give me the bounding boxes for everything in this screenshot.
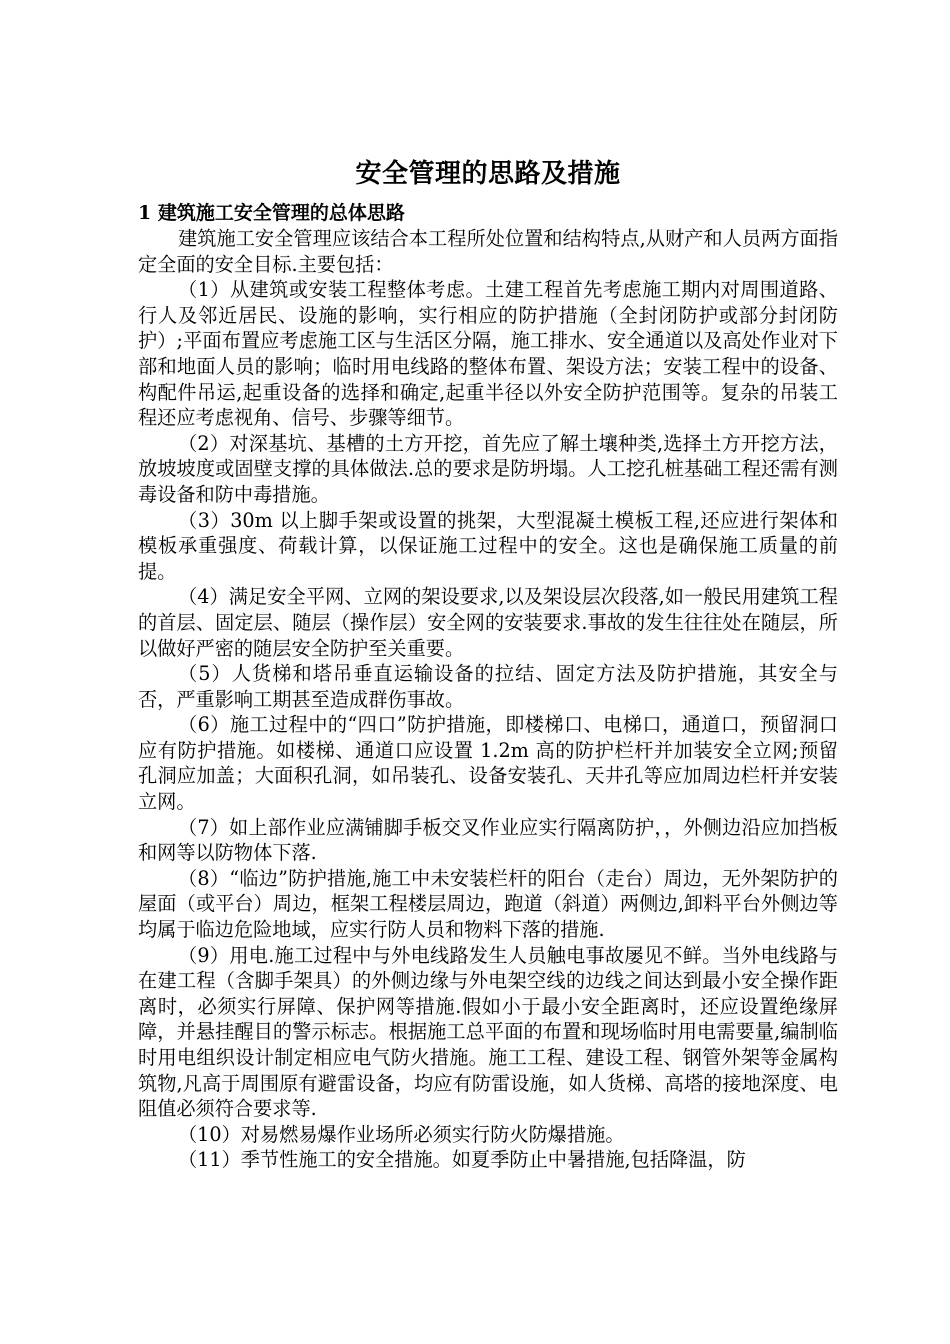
- paragraph-item-8: （8）“临边”防护措施,施工中未安装栏杆的阳台（走台）周边，无外架防护的屋面（或平台）周边，框架工程楼层周边，跑道（斜道）两侧边,卸料平台外侧边等均属于临边危险地域，应实行防人员和物料下落的措施.: [138, 866, 838, 942]
- paragraph-item-5: （5）人货梯和塔吊垂直运输设备的拉结、固定方法及防护措施，其安全与否，严重影响工期甚至造成群伤事故。: [138, 662, 838, 711]
- paragraph-item-9: （9）用电.施工过程中与外电线路发生人员触电事故屡见不鲜。当外电线路与在建工程（含脚手架具）的外侧边缘与外电架空线的边线之间达到最小安全操作距离时，必须实行屏障、保护网等措施.假如小于最小安全距离时，还应设置绝缘屏障，并悬挂醒目的警示标志。根据施工总平面的布置和现场临时用电需要量,编制临时用电组织设计制定相应电气防火措施。施工工程、建设工程、钢管外架等金属构筑物,凡高于周围原有避雷设备，均应有防雷设施，如人货梯、高塔的接地深度、电阻值必须符合要求等.: [138, 943, 838, 1121]
- paragraph-item-1: （1）从建筑或安装工程整体考虑。土建工程首先考虑施工期内对周围道路、行人及邻近居民、设施的影响，实行相应的防护措施（全封闭防护或部分封闭防护）;平面布置应考虑施工区与生活区分隔，施工排水、安全通道以及高处作业对下部和地面人员的影响；临时用电线路的整体布置、架设方法；安装工程中的设备、构配件吊运,起重设备的选择和确定,起重半径以外安全防护范围等。复杂的吊装工程还应考虑视角、信号、步骤等细节。: [138, 278, 838, 430]
- paragraph-intro: 建筑施工安全管理应该结合本工程所处位置和结构特点,从财产和人员两方面指定全面的安全目标.主要包括：: [138, 227, 838, 276]
- paragraph-item-3: （3）30m 以上脚手架或设置的挑架，大型混凝土模板工程,还应进行架体和模板承重强度、荷载计算，以保证施工过程中的安全。这也是确保施工质量的前提。: [138, 508, 838, 583]
- section-heading: 1 建筑施工安全管理的总体思路: [138, 202, 405, 224]
- paragraph-item-4: （4）满足安全平网、立网的架设要求,以及架设层次段落,如一般民用建筑工程的首层、固定层、随层（操作层）安全网的安装要求.事故的发生往往处在随层，所以做好严密的随层安全防护至关重要。: [138, 585, 838, 660]
- paragraph-item-10: （10）对易燃易爆作业场所必须实行防火防爆措施。: [178, 1122, 625, 1146]
- section-body: [138, 226, 838, 1173]
- document-title: 安全管理的思路及措施: [355, 159, 621, 189]
- paragraph-item-11: （11）季节性施工的安全措施。如夏季防止中暑措施,包括降温，防: [178, 1148, 746, 1172]
- paragraph-item-7: （7）如上部作业应满铺脚手板交叉作业应实行隔离防护，，外侧边沿应加挡板和网等以防物体下落.: [138, 815, 838, 865]
- paragraph-item-6: （6）施工过程中的“四口”防护措施，即楼梯口、电梯口，通道口，预留洞口应有防护措施。如楼梯、通道口应设置 1.2m 高的防护栏杆并加装安全立网;预留孔洞应加盖；大面积孔洞，如吊装孔、设备安装孔、天井孔等应加周边栏杆并安装立网。: [138, 713, 838, 814]
- paragraph-item-2: （2）对深基坑、基槽的土方开挖，首先应了解土壤种类,选择土方开挖方法，放坡坡度或固壁支撑的具体做法.总的要求是防坍塌。人工挖孔桩基础工程还需有测毒设备和防中毒措施。: [138, 431, 838, 506]
